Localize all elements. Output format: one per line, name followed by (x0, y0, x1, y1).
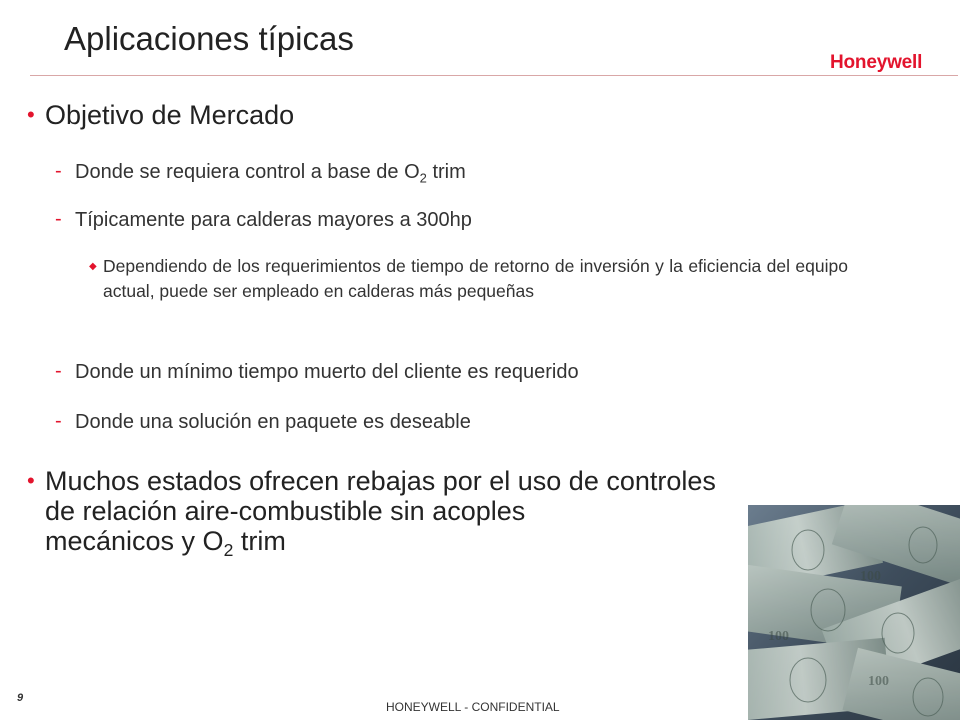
sub-bullet-text: Donde se requiera control a base de $O_2$ trim (75, 161, 466, 186)
dash-marker: - (55, 410, 62, 432)
sub-bullet-tiempo-muerto (55, 360, 579, 384)
dash-marker: - (55, 208, 62, 230)
page-number: 9 (17, 692, 24, 704)
bullet-rebajas (27, 466, 716, 561)
bullet-text: Objetivo de Mercado (45, 100, 295, 130)
sub-bullet-paquete (55, 410, 471, 434)
sub-bullet-text: Donde una solución en paquete es deseable (75, 411, 471, 433)
svg-text:100: 100 (868, 674, 889, 689)
dash-marker: - (55, 160, 62, 182)
bullet-text-line1: Muchos estados ofrecen rebajas por el uso de controles (45, 466, 716, 496)
honeywell-logo: Honeywell (830, 52, 923, 73)
diamond-marker: ◆ (89, 261, 97, 272)
svg-text:100: 100 (768, 629, 789, 644)
title-rule (30, 75, 958, 76)
dash-marker: - (55, 360, 62, 382)
money-photo-illustration (748, 505, 960, 720)
sub-bullet-o2-trim (55, 160, 466, 186)
bullet-marker: • (27, 468, 35, 493)
money-photo (748, 505, 960, 720)
sub-bullet-text: Típicamente para calderas mayores a 300hp (75, 209, 472, 231)
bullet-text-line2: de relación aire-combustible sin acoples (45, 496, 526, 526)
bullet-objetivo (27, 100, 295, 130)
sub-sub-bullet-text: Dependiendo de los requerimientos de tiempo de retorno de inversión y la eficiencia del equipo actual, puede ser empleado en calderas más pequeñas (103, 256, 848, 301)
bullet-text-line3: mecánicos y $O_2$ trim (45, 526, 286, 561)
sub-sub-bullet-retorno (89, 254, 848, 304)
sub-bullet-text: Donde un mínimo tiempo muerto del cliente es requerido (75, 361, 579, 383)
footer-confidential: HONEYWELL - CONFIDENTIAL (386, 700, 560, 714)
svg-text:100: 100 (860, 569, 881, 584)
sub-bullet-calderas (55, 208, 472, 232)
bullet-marker: • (27, 102, 35, 127)
slide-title: Aplicaciones típicas (64, 20, 354, 57)
